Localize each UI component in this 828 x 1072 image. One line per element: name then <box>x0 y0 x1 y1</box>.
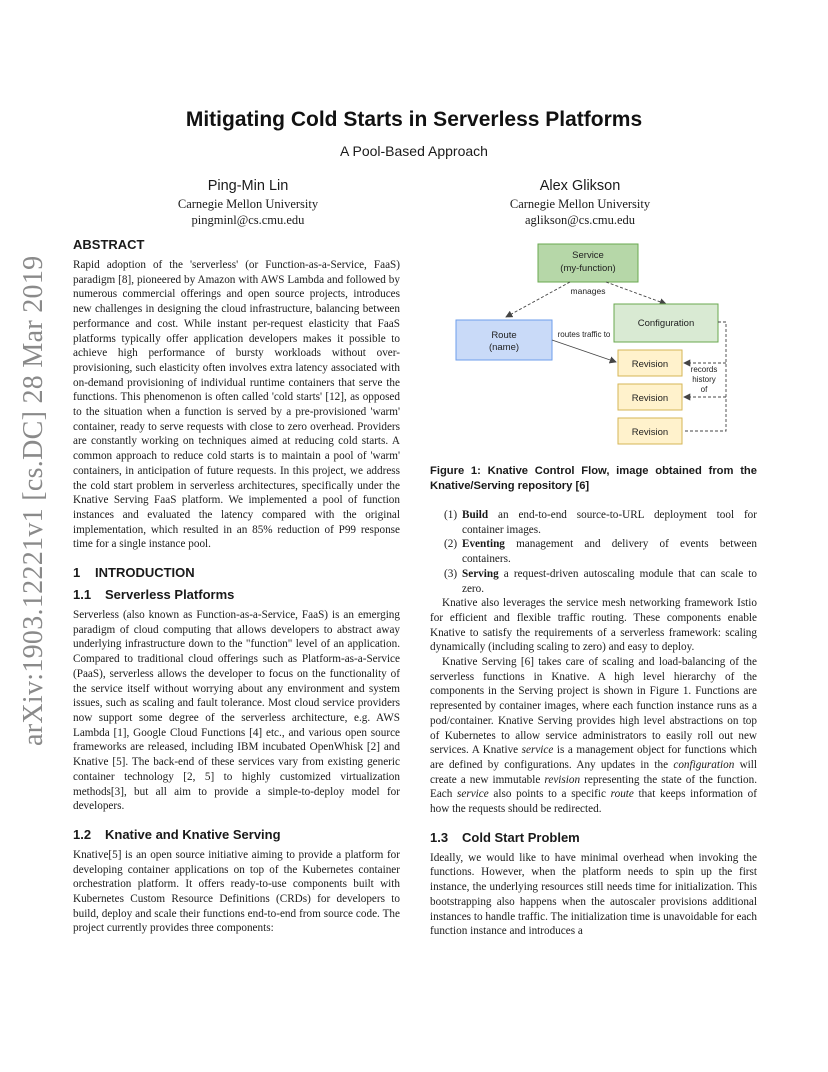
list-item-number: (3) <box>444 567 458 580</box>
configuration-label: Configuration <box>637 318 695 329</box>
text-run: is a management object for functions which are defined by configurations. Any updates in the <box>430 744 757 771</box>
term-service: service <box>457 788 489 801</box>
text-run: that keeps information of how the requests should be redirected. <box>430 788 757 816</box>
subsection-title: Knative and Knative Serving <box>105 826 281 842</box>
of-label: of <box>700 385 708 394</box>
subsection-heading <box>430 829 757 847</box>
author-name: Ping-Min Lin <box>207 178 289 194</box>
left-column <box>73 236 400 936</box>
section-number: 1 <box>73 565 81 581</box>
term-configuration: configuration <box>673 758 735 771</box>
subsection-number: 1.3 <box>430 829 449 845</box>
routes-traffic-arrow <box>552 340 616 362</box>
list-item-text: a request-driven autoscaling module that can scale to zero. <box>462 567 757 595</box>
list-item <box>430 567 757 596</box>
author-email: aglikson@cs.cmu.edu <box>524 213 636 227</box>
list-item-term: Serving <box>462 567 499 580</box>
list-item-number: (2) <box>444 538 458 551</box>
text-run: Knative Serving [6] takes care of scaling and load-balancing of the serverless functions in Knative. A high level hierarchy of the components in the Serving project is shown in Figure 1. Functions are represented by container images, where each function instance runs as a pod/container. Knative Serving provides high level abstractions on top of Kubernetes to allow service administrators to easily roll out new services. A Knative <box>430 656 757 757</box>
service-label: Service <box>572 250 604 261</box>
list-item-number: (1) <box>444 509 458 521</box>
service-sublabel: (my-function) <box>560 263 616 274</box>
list-item-text: an end-to-end source-to-URL deployment tool for container images. <box>462 509 757 536</box>
diagram-canvas <box>452 240 742 440</box>
figure-caption: Figure 1: Knative Control Flow, image obtained from the Knative/Serving repository [6] <box>430 465 757 492</box>
knative-control-flow-diagram <box>452 240 742 440</box>
manages-label: manages <box>570 286 606 296</box>
abstract-text: Rapid adoption of the 'serverless' (or Function-as-a-Service, FaaS) paradigm [8], pioneered by Amazon with AWS Lambda and followed by numerous commercial offerings and open source projects, introduces new challenges in designing the cloud infrastructure, balancing between performance and cost. While instant per-request elasticity that FaaS platforms typically offer application developers makes it possible to achieve high performance of bursty workloads without over-provisioning, such elasticity often involves extra latency associated with on-demand provisioning of individual runtime containers that serve the functions. This phenomenon is often called 'cold starts' [12], as opposed to the situation when a function is served by a pre-provisioned 'warm' container, ready to serve requests with close to zero overhead. Providers are constantly working on techniques aimed at reducing cold starts. A common approach to reduce cold starts is to maintain a pool of 'warm' containers, in anticipation of future requests. In this project, we address the cold start problem in serverless architectures, specifically under the Knative Serving FaaS platform. We implemented a pool of function instances and evaluated the latency compared with the original implementation, which resulted in an 85% reduction of P99 response time for a single instance pool. <box>73 259 400 551</box>
knative-paragraph: Knative[5] is an open source initiative aiming to provide a platform for developing container applications on top of the Kubernetes container orchestration platform. It offers ready-to-use components built with Kubernetes Custom Resource Definitions (CRDs) for developers to build, deploy and scale their functions end-to-end from source code. The project currently provides three components: <box>73 848 400 935</box>
manages-arrow-config <box>606 282 666 304</box>
author-block <box>118 176 378 228</box>
author-name: Alex Glikson <box>539 178 621 194</box>
subsection-heading <box>73 586 400 604</box>
paper-subtitle: A Pool-Based Approach <box>340 143 488 159</box>
records-label: records <box>690 365 718 374</box>
author-affiliation: Carnegie Mellon University <box>509 197 651 211</box>
revision-label: Revision <box>631 427 669 438</box>
components-list <box>430 508 757 596</box>
right-column <box>430 464 757 939</box>
list-item-term: Eventing <box>462 538 505 551</box>
route-sublabel: (name) <box>488 342 520 353</box>
serverless-paragraph: Serverless (also known as Function-as-a-Service, FaaS) is an emerging paradigm of cloud computing that allows developers to abstract away underlying infrastructure down to the "function" level of an application. Compared to traditional cloud offerings such as Platform-as-a-Service (PaaS), serverless allows the developer to focus on the functionality of the service itself without worrying about any environment and system issues, such as scaling and fault tolerance. Most cloud service providers now support some degree of the serverless architecture, e.g. AWS Lambda [1], Google Cloud Functions [4] etc., and various open source frameworks are released, including IBM incubated OpenWhisk [2] and Knative [5]. The back-end of these services vary from existing generic container technology [2, 5] to highly customized virtualization methods[3], but all aim to provide a simple-to-deploy model for developers. <box>73 609 400 813</box>
author-affiliation: Carnegie Mellon University <box>177 197 319 211</box>
abstract-heading: ABSTRACT <box>73 237 145 252</box>
subsection-number: 1.2 <box>73 826 92 842</box>
revision-label: Revision <box>631 393 669 404</box>
list-item <box>430 508 757 537</box>
text-run: also points to a specific <box>488 788 611 801</box>
term-route: route <box>610 788 634 801</box>
manages-arrow-route <box>506 282 570 317</box>
arxiv-identifier: arXiv:1903.12221v1 [cs.DC] 28 Mar 2019 <box>18 255 49 746</box>
routes-traffic-label: routes traffic to <box>557 330 611 339</box>
subsection-number: 1.1 <box>73 587 92 603</box>
text-run: representing the state of the function. Each <box>430 773 757 801</box>
revision-label: Revision <box>631 359 669 370</box>
route-label: Route <box>491 330 517 341</box>
term-service: service <box>521 744 554 757</box>
knative-serving-paragraph <box>430 655 757 817</box>
author-block <box>450 176 710 228</box>
list-item-term: Build <box>462 509 489 521</box>
list-item <box>430 537 757 566</box>
text-run: will create a new immutable <box>430 758 757 786</box>
istio-paragraph: Knative also leverages the service mesh networking framework Istio for efficient and flexible traffic routing. These components enable Knative to satisfy the requirements of a serverless framework: scaling dynamically (including scaling to zero) and easy to deploy. <box>430 597 757 654</box>
paper-title: Mitigating Cold Starts in Serverless Platforms <box>185 108 643 131</box>
subsection-title: Cold Start Problem <box>462 829 580 845</box>
author-email: pingminl@cs.cmu.edu <box>191 213 305 227</box>
cold-start-paragraph: Ideally, we would like to have minimal overhead when invoking the functions. However, when the platform needs to spin up the first instance, the underlying resources still needs time for initialization. This bootstrapping also happens when the autoscaler provisions additional instances to handle traffic. The initialization time is unavoidable for each function instance and introduces a <box>430 851 757 938</box>
section-heading <box>73 564 400 582</box>
subsection-title: Serverless Platforms <box>105 587 235 603</box>
term-revision: revision <box>544 773 581 786</box>
list-item-text: management and delivery of events between containers. <box>462 538 757 566</box>
history-label: history <box>692 375 716 384</box>
subsection-heading <box>73 826 400 844</box>
section-title: INTRODUCTION <box>95 565 195 581</box>
